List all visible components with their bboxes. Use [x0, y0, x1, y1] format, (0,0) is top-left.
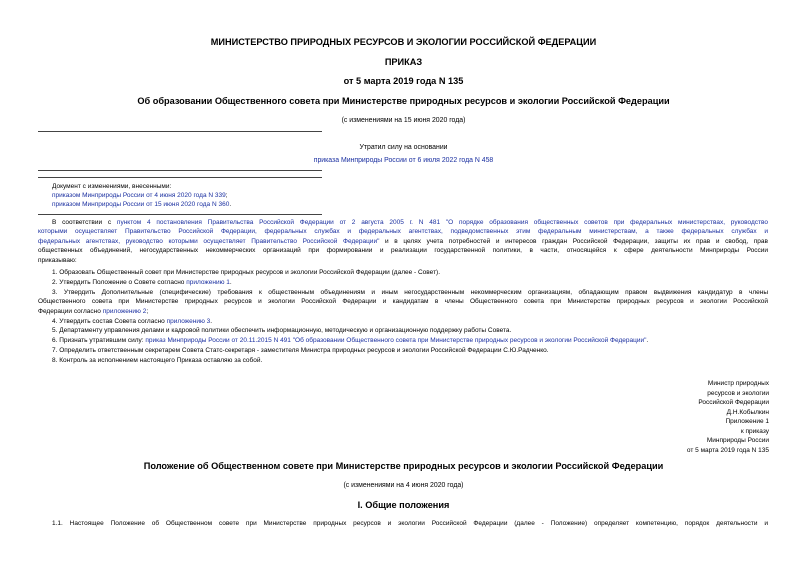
appendix-title: Положение об Общественном совете при Министерстве природных ресурсов и экологии Российской Федерации: [143, 461, 664, 471]
preamble: [38, 218, 768, 265]
signature-block: [687, 379, 769, 455]
amendment-link-2[interactable]: приказом Минприроды России от 15 июня 2020 года N 360: [52, 201, 230, 208]
order-items: [38, 268, 768, 366]
order-item-3: Общественного совета при Министерстве природных ресурсов и экологии Российской Федерации и кандидатам в члены Общественного совета при Министерстве природных ресурсов и экологии Российской: [38, 298, 768, 306]
repealed-order-link[interactable]: приказ Минприроды России от 20.11.2015 N 491: [145, 337, 291, 345]
preamble-line: [38, 227, 768, 236]
order-item-7: 7. Определить ответственным секретарем Совета Статс-секретаря - заместителя Министра природных ресурсов и экологии Российской Федерации С.Ю.Радченко.: [52, 347, 549, 355]
amendment-link-1[interactable]: приказом Минприроды России от 4 июня 2020 года N 339: [52, 192, 226, 199]
divider: [38, 214, 322, 215]
signature-line: Российской Федерации: [698, 399, 769, 406]
amendments-intro: Документ с изменениями, внесенными:: [52, 183, 172, 190]
repeal-note: Утратил силу на основании: [359, 144, 448, 151]
signature-line: Министр природных: [707, 380, 769, 387]
document-title: Об образовании Общественного совета при Министерстве природных ресурсов и экологии Российской Федерации: [137, 96, 670, 106]
repeal-link[interactable]: [0, 157, 807, 164]
appendix-ref-line: Минприроды России: [706, 437, 769, 444]
order-item-8: 8. Контроль за исполнением настоящего Приказа оставляю за собой.: [52, 357, 263, 365]
resolution-link[interactable]: федеральных агентствах, руководство которыми осуществляет Правительство Российской Федерации": [38, 237, 380, 245]
appendix-ref-line: от 5 марта 2019 года N 135: [686, 446, 769, 454]
amendment-item: приказом Минприроды России от 15 июня 2020 года N 360.: [52, 201, 232, 208]
order-date: от 5 марта 2019 года N 135: [343, 76, 464, 86]
preamble-line: федеральных агентствах, руководство которыми осуществляет Правительство Российской Федерации" и в целях учета потребностей и интересов граждан Российской Федерации, защиты их прав и свобод, прав: [38, 237, 768, 245]
divider: [38, 131, 322, 132]
divider: [38, 177, 322, 178]
order-item-6: 6. Признать утратившим силу: приказ Минприроды России от 20.11.2015 N 491 "Об образовании Общественного совета при Министерстве природных ресурсов и экологии Российской Федерации".: [52, 337, 649, 345]
paragraph-line: 1.1. Настоящее Положение об Общественном совете при Министерстве природных ресурсов и экологии Российской Федерации (далее - Положение) определяет компетенцию, порядок деятельности и: [52, 520, 768, 527]
ministry-heading: МИНИСТЕРСТВО ПРИРОДНЫХ РЕСУРСОВ И ЭКОЛОГИИ РОССИЙСКОЙ ФЕДЕРАЦИИ: [210, 37, 597, 47]
preamble-line: приказываю:: [38, 256, 77, 264]
appendix-2-link[interactable]: приложению 2: [102, 307, 147, 315]
preamble-line: общественных объединений, негосударственных некоммерческих организаций при формировании и реализации государственной политики, в части, относящейся к сфере деятельности Минприроды России: [38, 247, 768, 255]
appendix-1-link[interactable]: приложению 1: [186, 278, 230, 286]
order-item-3: Федерации согласно приложению 2;: [38, 307, 149, 315]
order-item-2: 2. Утвердить Положение о Совете согласно приложению 1.: [52, 278, 232, 286]
signature-line: ресурсов и экологии: [707, 389, 769, 397]
appendix-ref-line: Приложение 1: [725, 418, 769, 425]
appendix-3-link[interactable]: приложению 3: [166, 317, 211, 325]
edition-note: (с изменениями на 15 июня 2020 года): [341, 117, 466, 124]
section-title: I. Общие положения: [357, 500, 450, 510]
order-item-5: 5. Департаменту управления делами и кадровой политики обеспечить информационную, методическую и организационную поддержку работы Совета.: [52, 327, 512, 335]
signer-name: Д.Н.Кобылкин: [726, 408, 769, 416]
appendix-edition-note: (с изменениями на 4 июня 2020 года): [343, 482, 464, 489]
repeal-order-link[interactable]: приказа Минприроды России от 6 июля 2022 года N 458: [313, 157, 494, 164]
order-item-1: 1. Образовать Общественный совет при Министерстве природных ресурсов и экологии Российской Федерации (далее - Совет).: [52, 269, 441, 276]
repealed-order-title-link[interactable]: "Об образовании Общественного совета при Министерстве природных ресурсов и экологии Российской Федерации": [290, 337, 647, 345]
order-type: ПРИКАЗ: [384, 57, 423, 67]
order-item-3: 3. Утвердить Дополнительные (специфические) требования к общественным объединениям и иным негосударственным некоммерческим организациям, обладающим правом выдвижения кандидатур в члены: [52, 288, 768, 296]
appendix-paragraph: [38, 519, 768, 528]
order-item-4: 4. Утвердить состав Совета согласно приложению 3.: [52, 317, 213, 325]
amendment-item: приказом Минприроды России от 4 июня 2020 года N 339;: [52, 192, 228, 199]
resolution-link[interactable]: которыми осуществляет Правительство Российской Федерации, федеральных службах и федеральных агентствах, подведомственных этим федеральным министерствам, а также федеральных службах и: [38, 228, 768, 236]
divider: [38, 170, 322, 171]
appendix-ref-line: к приказу: [740, 427, 769, 435]
preamble-line: В соответствии с пунктом 4 постановления Правительства Российской Федерации от 2 августа 2005 г. N 481 "О порядке образования общественных советов при федеральных министерствах, руководство: [52, 219, 768, 226]
resolution-link[interactable]: пунктом 4 постановления Правительства Российской Федерации от 2 августа 2005 г. N 481 "О порядке образования общественных советов при федеральных министерствах, руководство: [116, 219, 768, 226]
